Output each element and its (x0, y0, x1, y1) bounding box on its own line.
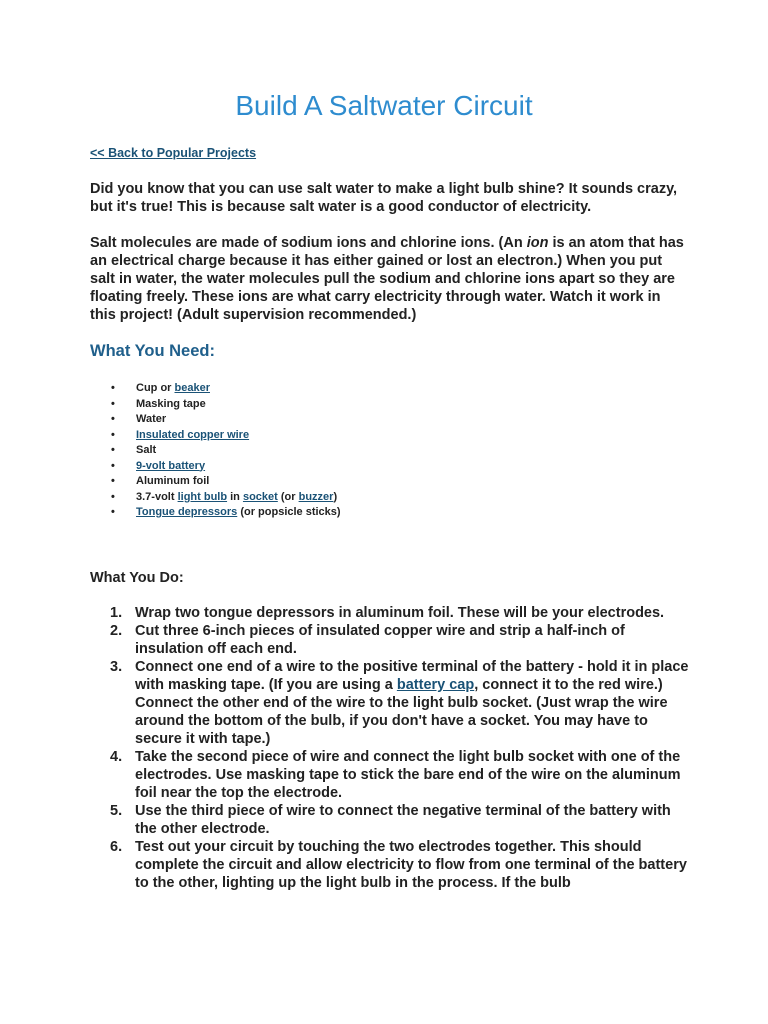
step-number: 2. (110, 623, 123, 639)
intro-paragraph-2 (90, 234, 690, 324)
bullet-icon: • (111, 428, 115, 441)
step-item (110, 748, 690, 802)
steps-list (110, 604, 690, 892)
insulated-copper-wire-link[interactable]: Insulated copper wire (136, 428, 250, 441)
step-text: Use the third piece of wire to connect the negative terminal of the battery with the other electrode. (135, 803, 671, 837)
step-number: 5. (110, 803, 123, 819)
bullet-icon: • (111, 459, 115, 472)
step-text: Take the second piece of wire and connect the light bulb socket with one of the electrodes. Use masking tape to stick the bare end of the wire on the aluminum foil near the top the electrode. (135, 749, 681, 801)
step-item (110, 658, 690, 748)
item-text: Water (136, 413, 167, 425)
bullet-icon: • (111, 413, 115, 425)
intro-paragraph-2-part-2: is an atom that has an electrical charge because it has either gained or lost an electron.) When you put salt in water, the water molecules pull the sodium and chlorine ions apart so they are floating freely. These ions are what carry electricity through water. Watch it work in this project! (Adult supervision recommended.) (90, 235, 684, 323)
step-text: Wrap two tongue depressors in aluminum foil. These will be your electrodes. (135, 605, 665, 621)
item-text: Salt (136, 444, 157, 456)
intro-paragraph-1: Did you know that you can use salt water to make a light bulb shine? It sounds crazy, but it's true! This is because salt water is a good conductor of electricity. (90, 181, 678, 215)
step-text: Connect one end of a wire to the positive terminal of the battery - hold it in place with masking tape. (If you are using a (135, 659, 689, 693)
step-number: 1. (110, 605, 123, 621)
socket-link[interactable]: socket (242, 490, 278, 503)
list-item (111, 412, 341, 428)
list-item (111, 397, 341, 413)
step-text: , connect it to the red wire.) Connect the other end of the wire to the light bulb socket. (Just wrap the wire around the bottom of the bulb, if you don't have a socket. You may have to secure it with tape.) (135, 677, 668, 747)
step-item (110, 802, 690, 838)
tongue-depressors-link[interactable]: Tongue depressors (136, 506, 238, 518)
bullet-icon: • (111, 397, 115, 410)
item-text: ) (333, 490, 338, 503)
step-number: 3. (110, 659, 123, 675)
bullet-icon: • (111, 490, 115, 503)
bullet-icon: • (111, 506, 115, 518)
step-item (110, 622, 690, 658)
list-item (111, 428, 341, 444)
what-you-do-heading: What You Do: (90, 570, 184, 586)
beaker-link[interactable]: beaker (174, 382, 210, 394)
bullet-icon: • (111, 475, 115, 487)
item-text: in (227, 490, 243, 503)
item-text: (or popsicle sticks) (237, 506, 341, 518)
list-item (111, 474, 341, 490)
step-text: Test out your circuit by touching the two electrodes together. This should complete the circuit and allow electricity to flow from one terminal of the battery to the other, lighting up the light bulb in the process. If the bulb (135, 839, 687, 891)
supply-list (111, 381, 341, 521)
step-item (110, 604, 690, 622)
9-volt-battery-link[interactable]: 9-volt battery (136, 459, 206, 472)
item-text: Masking tape (136, 397, 206, 410)
battery-cap-link[interactable]: battery cap (396, 677, 475, 693)
bullet-icon: • (111, 382, 115, 394)
back-to-popular-projects-link[interactable]: << Back to Popular Projects (90, 146, 257, 160)
what-you-need-heading: What You Need: (90, 342, 215, 360)
page-title: Build A Saltwater Circuit (235, 90, 533, 121)
list-item (111, 505, 341, 521)
step-text: Cut three 6-inch pieces of insulated copper wire and strip a half-inch of insulation off each end. (135, 623, 625, 657)
step-number: 6. (110, 839, 123, 855)
list-item (111, 490, 341, 506)
buzzer-link[interactable]: buzzer (298, 490, 334, 503)
bullet-icon: • (111, 444, 115, 456)
light-bulb-link[interactable]: light bulb (177, 490, 228, 503)
item-text: Aluminum foil (136, 475, 210, 487)
step-number: 4. (110, 749, 123, 765)
item-text: 3.7-volt (136, 490, 178, 503)
item-text: Cup or (136, 382, 175, 394)
item-text: (or (277, 490, 299, 503)
step-item (110, 838, 690, 892)
ion-term: ion (526, 235, 549, 251)
list-item (111, 381, 341, 397)
list-item (111, 459, 341, 475)
intro-paragraph-2-part-1: Salt molecules are made of sodium ions and chlorine ions. (An (90, 235, 527, 251)
list-item (111, 443, 341, 459)
